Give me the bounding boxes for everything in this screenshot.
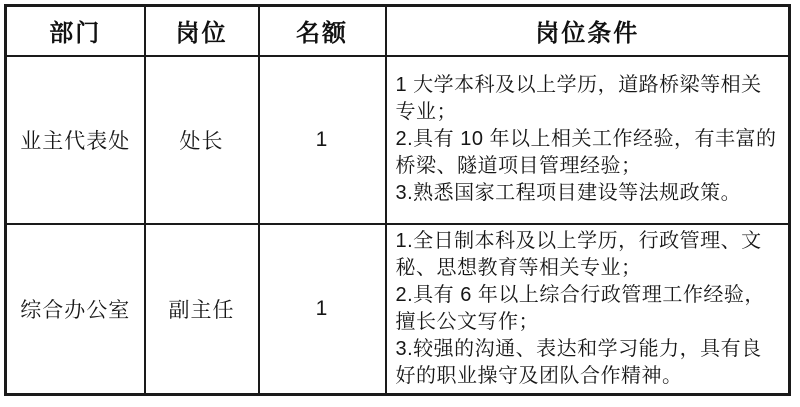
header-quota: 名额 — [259, 6, 386, 56]
header-conditions: 岗位条件 — [386, 6, 790, 56]
cell-position: 处长 — [145, 56, 259, 224]
cell-quota: 1 — [259, 56, 386, 224]
cell-position: 副主任 — [145, 224, 259, 395]
cell-conditions — [386, 56, 790, 224]
table-row — [6, 56, 790, 224]
condition-item: 1 大学本科及以上学历，道路桥梁等相关专业； — [395, 74, 762, 123]
condition-item: 1.全日制本科及以上学历，行政管理、文秘、思想教育等相关专业； — [395, 229, 762, 279]
cell-department: 业主代表处 — [6, 56, 145, 224]
header-position: 岗位 — [145, 6, 259, 56]
condition-item: 2.具有 10 年以上相关工作经验，有丰富的桥梁、隧道项目管理经验； — [395, 128, 777, 177]
condition-item: 3.较强的沟通、表达和学习能力，具有良好的职业操守及团队合作精神。 — [395, 337, 762, 387]
header-row — [6, 6, 790, 56]
cell-department: 综合办公室 — [6, 224, 145, 395]
cell-quota: 1 — [259, 224, 386, 395]
condition-item: 2.具有 6 年以上综合行政管理工作经验，擅长公文写作； — [395, 283, 765, 333]
cell-conditions — [386, 224, 790, 395]
table-row — [6, 224, 790, 395]
header-department: 部门 — [6, 6, 145, 56]
job-postings-table — [4, 4, 791, 396]
condition-item: 3.熟悉国家工程项目建设等法规政策。 — [395, 182, 742, 204]
